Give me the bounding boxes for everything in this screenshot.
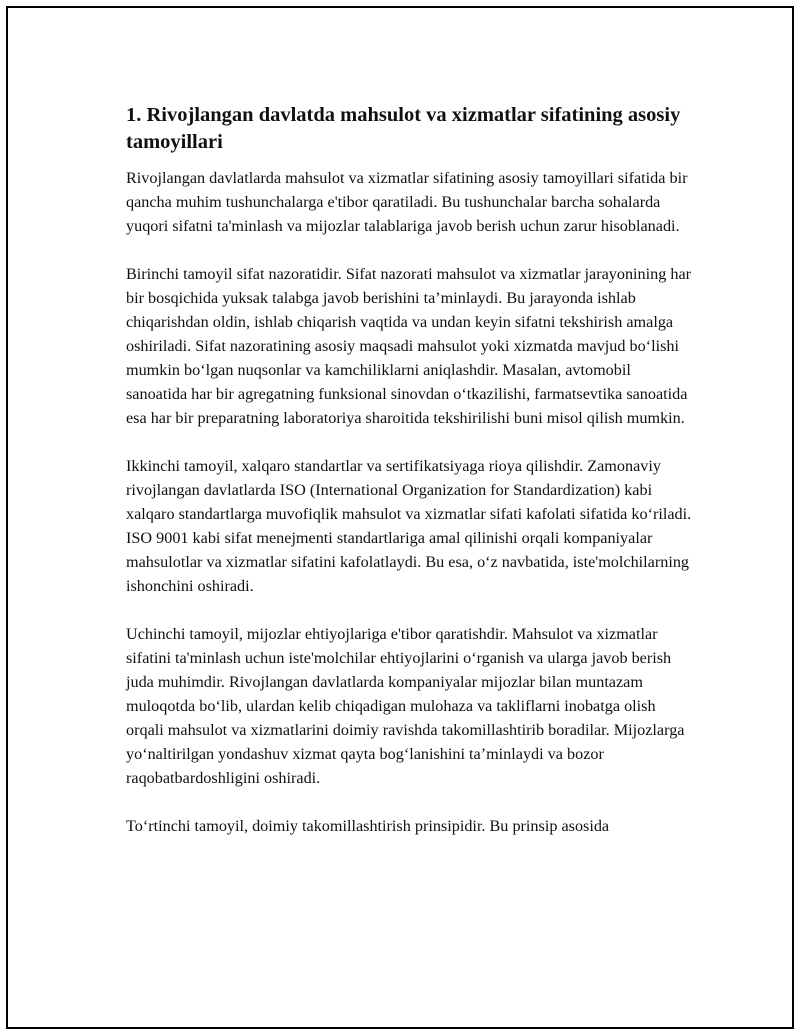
paragraph-first-principle: Birinchi tamoyil sifat nazoratidir. Sifat nazorati mahsulot va xizmatlar jarayonining har bir bosqichida yuksak talabga javob berishini ta’minlaydi. Bu jarayonda ishlab chiqarishdan oldin, ishlab chiqarish vaqtida va undan keyin sifatni tekshirish amalga oshiriladi. Sifat nazoratining asosiy maqsadi mahsulot yoki xizmatda mavjud boʻlishi mumkin boʻlgan nuqsonlar va kamchiliklarni aniqlashdir. Masalan, avtomobil sanoatida har bir agregatning funksional sinovdan oʻtkazilishi, farmatsevtika sanoatida esa har bir preparatning laboratoriya sharoitida tekshirilishi buni misol qilish mumkin. — [126, 265, 692, 427]
paragraph-intro: Rivojlangan davlatlarda mahsulot va xizmatlar sifatining asosiy tamoyillari sifatida bir qancha muhim tushunchalarga e'tibor qaratiladi. Bu tushunchalar barcha sohalarda yuqori sifatni ta'minlash va mijozlar talablariga javob berish uchun zarur hisoblanadi. — [126, 169, 688, 235]
paragraph-third-principle: Uchinchi tamoyil, mijozlar ehtiyojlariga e'tibor qaratishdir. Mahsulot va xizmatlar sifatini ta'minlash uchun iste'molchilar ehtiyojlarini oʻrganish va ularga javob berish juda muhimdir. Rivojlangan davlatlarda kompaniyalar mijozlar bilan muntazam muloqotda boʻlib, ulardan kelib chiqadigan mulohaza va takliflarni inobatga olish orqali mahsulot va xizmatlarini doimiy ravishda takomillashtirib boradilar. Mijozlarga yoʻnaltirilgan yondashuv xizmat qayta bogʻlanishini ta’minlaydi va bozor raqobatbardoshligini oshiradi. — [126, 625, 685, 787]
paragraph-fourth-principle: Toʻrtinchi tamoyil, doimiy takomillashtirish prinsipidir. Bu prinsip asosida — [126, 817, 610, 835]
paragraph-second-principle: Ikkinchi tamoyil, xalqaro standartlar va sertifikatsiyaga rioya qilishdir. Zamonaviy rivojlangan davlatlarda ISO (International Organization for Standardization) kabi xalqaro standartlarga muvofiqlik mahsulot va xizmatlar sifati kafolati sifatida koʻriladi. ISO 9001 kabi sifat menejmenti standartlariga amal qilinishi orqali kompaniyalar mahsulotlar va xizmatlar sifatini kafolatlaydi. Bu esa, oʻz navbatida, iste'molchilarning ishonchini oshiradi. — [126, 457, 692, 595]
section-heading: 1. Rivojlangan davlatda mahsulot va xizmatlar sifatining asosiy tamoyillari — [126, 104, 681, 153]
page-frame — [6, 6, 794, 1029]
document-body — [126, 102, 696, 862]
